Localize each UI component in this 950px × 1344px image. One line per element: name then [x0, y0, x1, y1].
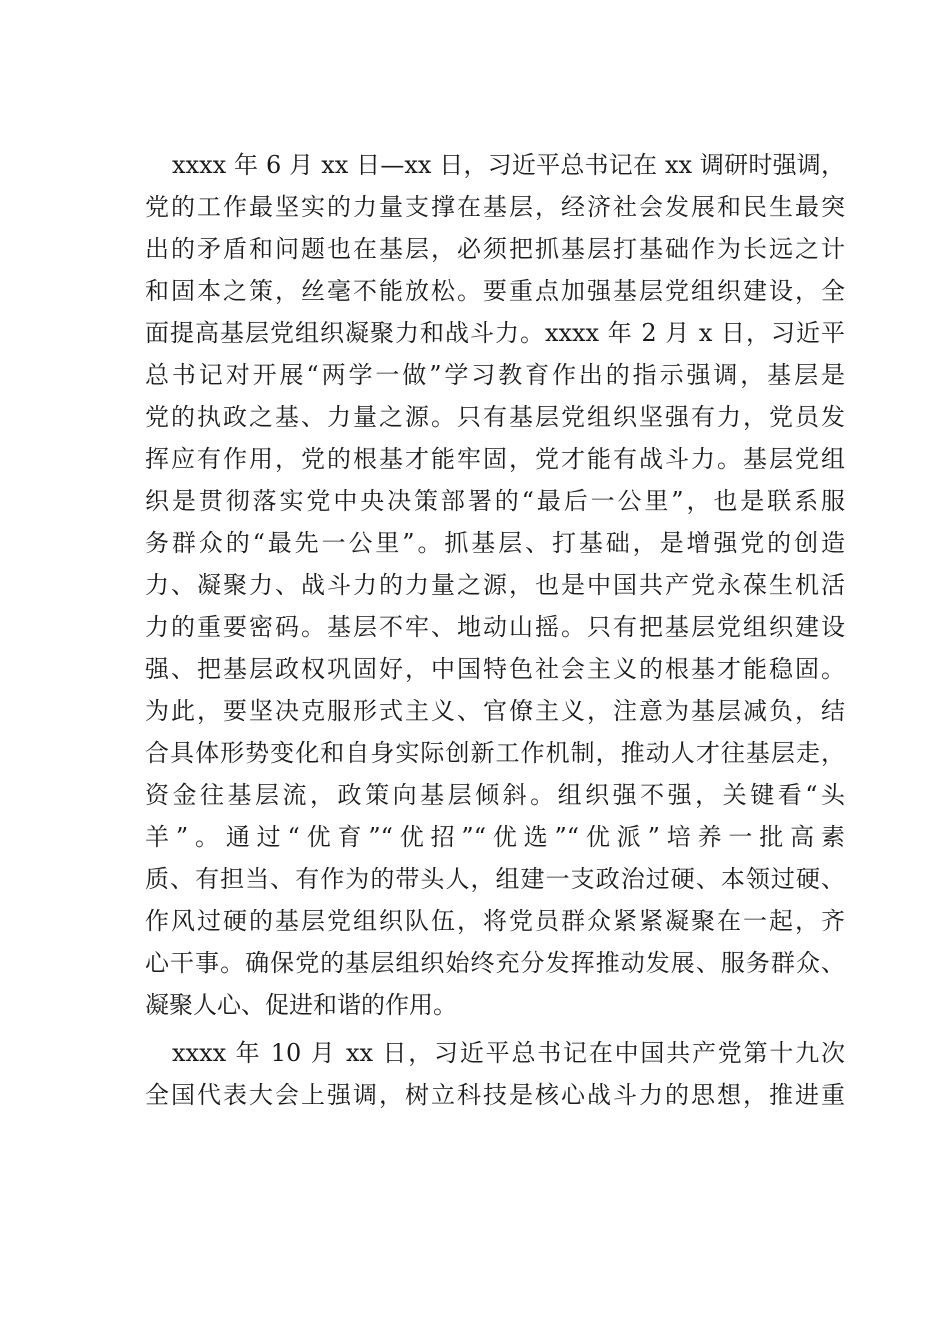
paragraph-1-line-1: xxxx 年 6 月 xx 日—xx 日，习近平总书记在 xx 调研时强调， — [172, 151, 845, 179]
paragraph-1-line-17: 羊”。通过“优育”“优招”“优选”“优派”培养一批高素 — [145, 823, 845, 851]
paragraph-1-line-7: 党的执政之基、力量之源。只有基层党组织坚强有力，党员发 — [145, 403, 845, 431]
paragraph-1-line-19: 作风过硬的基层党组织队伍，将党员群众紧紧凝聚在一起，齐 — [145, 907, 845, 935]
paragraph-1-line-20: 心干事。确保党的基层组织始终充分发挥推动发展、服务群众、 — [145, 949, 845, 977]
paragraph-1-line-4: 和固本之策，丝毫不能放松。要重点加强基层党组织建设，全 — [145, 277, 845, 305]
paragraph-1-line-14: 为此，要坚决克服形式主义、官僚主义，注意为基层减负，结 — [145, 697, 845, 725]
paragraph-1-line-6: 总书记对开展“两学一做”学习教育作出的指示强调，基层是 — [145, 361, 845, 389]
paragraph-1-line-8: 挥应有作用，党的根基才能牢固，党才能有战斗力。基层党组 — [145, 445, 845, 473]
paragraph-1-line-12: 力的重要密码。基层不牢、地动山摇。只有把基层党组织建设 — [145, 613, 845, 641]
paragraph-1-line-9: 织是贯彻落实党中央决策部署的“最后一公里”，也是联系服 — [145, 487, 845, 515]
paragraph-1-line-16: 资金往基层流，政策向基层倾斜。组织强不强，关键看“头 — [145, 781, 845, 809]
paragraph-1-line-11: 力、凝聚力、战斗力的力量之源，也是中国共产党永葆生机活 — [145, 571, 845, 599]
paragraph-1-line-18: 质、有担当、有作为的带头人，组建一支政治过硬、本领过硬、 — [145, 865, 845, 893]
paragraph-1-line-2: 党的工作最坚实的力量支撑在基层，经济社会发展和民生最突 — [145, 193, 845, 221]
paragraph-1-line-13: 强、把基层政权巩固好，中国特色社会主义的根基才能稳固。 — [145, 655, 845, 683]
paragraph-1-line-15: 合具体形势变化和自身实际创新工作机制，推动人才往基层走， — [145, 739, 845, 767]
paragraph-1-line-5: 面提高基层党组织凝聚力和战斗力。xxxx 年 2 月 x 日，习近平 — [145, 319, 845, 347]
paragraph-2-line-2: 全国代表大会上强调，树立科技是核心战斗力的思想，推进重 — [145, 1081, 845, 1109]
paragraph-1-line-3: 出的矛盾和问题也在基层，必须把抓基层打基础作为长远之计 — [145, 235, 845, 263]
paragraph-2-line-1: xxxx 年 10 月 xx 日，习近平总书记在中国共产党第十九次 — [172, 1039, 845, 1067]
paragraph-1-line-10: 务群众的“最先一公里”。抓基层、打基础，是增强党的创造 — [145, 529, 845, 557]
paragraph-1-line-21: 凝聚人心、促进和谐的作用。 — [145, 991, 457, 1019]
